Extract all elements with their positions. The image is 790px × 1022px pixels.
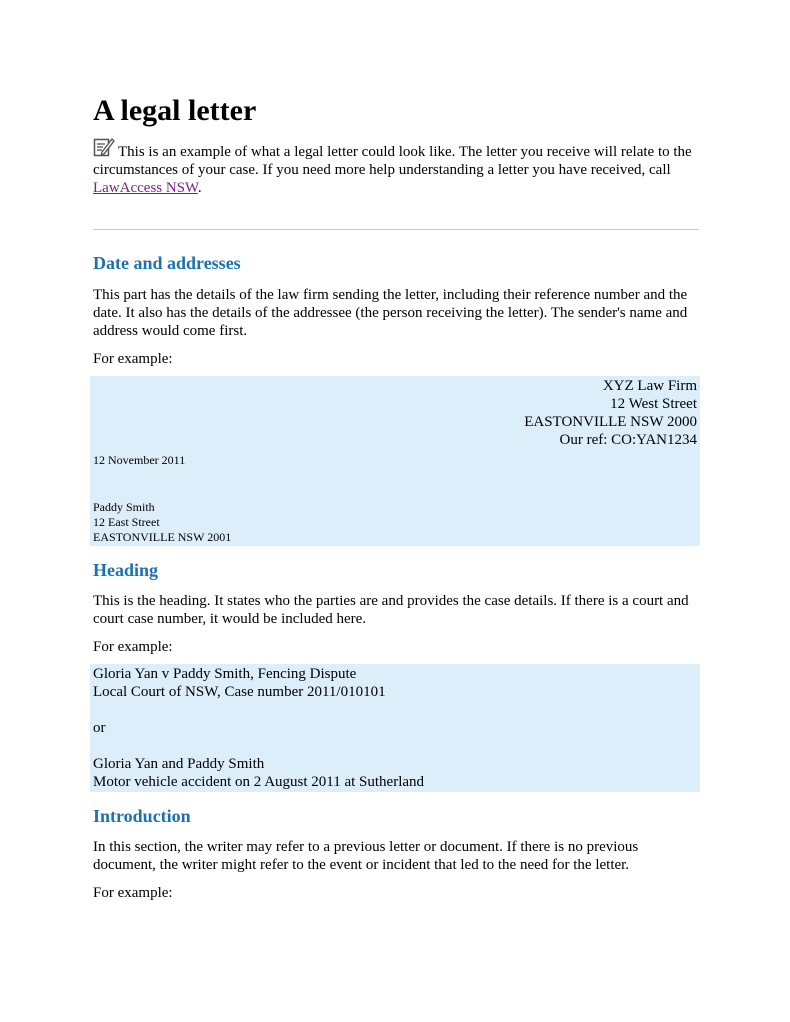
heading-for-example: For example:: [93, 639, 173, 655]
sender-line: XYZ Law Firm: [602, 378, 697, 394]
note-edit-icon: [93, 136, 115, 158]
sender-line: Our ref: CO:YAN1234: [559, 432, 697, 448]
intro-after-link: .: [197, 180, 202, 196]
recipient-line: EASTONVILLE NSW 2001: [93, 530, 232, 544]
intro-paragraph: [93, 136, 699, 197]
heading-date-addresses: Date and addresses: [93, 253, 241, 273]
recipient-address: [93, 500, 697, 545]
intro-text: This is an example of what a legal letter could look like. The letter you receive will relate to the circumstances of your case. If you need more help understanding a letter you have received, call: [93, 144, 692, 178]
document-page: [93, 94, 699, 902]
example-line: Local Court of NSW, Case number 2011/010101: [93, 684, 386, 700]
example-box-addresses: [90, 376, 700, 546]
date-addresses-for-example: For example:: [93, 351, 173, 367]
example-line: Gloria Yan v Paddy Smith, Fencing Dispute: [93, 666, 357, 682]
introduction-body: In this section, the writer may refer to a previous letter or document. If there is no previous document, the writer might refer to the event or incident that led to the need for the letter.: [93, 839, 639, 873]
recipient-line: Paddy Smith: [93, 500, 155, 514]
letter-date: 12 November 2011: [93, 453, 186, 467]
date-addresses-body: This part has the details of the law firm sending the letter, including their reference number and the date. It also has the details of the addressee (the person receiving the letter). The sender's name and address would come first.: [93, 287, 688, 339]
heading-introduction: Introduction: [93, 806, 191, 826]
sender-line: 12 West Street: [610, 396, 697, 412]
introduction-for-example: For example:: [93, 885, 173, 901]
lawaccess-link[interactable]: LawAccess NSW: [93, 180, 198, 196]
example-box-heading: [90, 664, 700, 792]
section-divider: [93, 229, 699, 230]
example-line: Motor vehicle accident on 2 August 2011 at Sutherland: [93, 774, 425, 790]
example-line: Gloria Yan and Paddy Smith: [93, 756, 265, 772]
heading-heading: Heading: [93, 560, 159, 580]
heading-body: This is the heading. It states who the parties are and provides the case details. If there is a court and court case number, it would be included here.: [93, 593, 689, 627]
sender-address: [93, 376, 697, 449]
sender-line: EASTONVILLE NSW 2000: [524, 414, 697, 430]
page-title: A legal letter: [93, 94, 257, 127]
recipient-line: 12 East Street: [93, 515, 160, 529]
example-or: or: [93, 720, 106, 736]
